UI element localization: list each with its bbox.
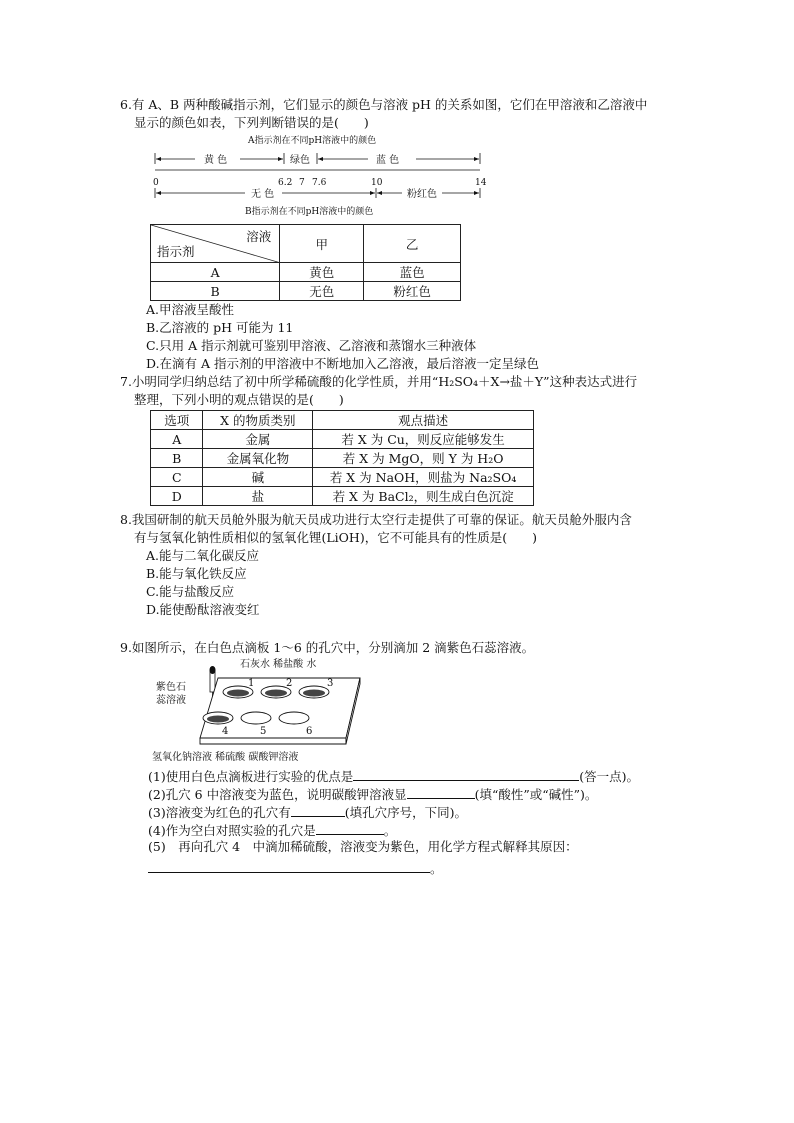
q9-sub1 bbox=[148, 767, 639, 785]
side-label-2: 蕊溶液 bbox=[156, 695, 186, 706]
answer-blank-2[interactable] bbox=[407, 785, 475, 799]
q6-stem-line2: 显示的颜色如表，下列判断错误的是( ) bbox=[134, 115, 369, 130]
q9-sub3 bbox=[148, 803, 467, 821]
q9-sub1-suffix: (答一点)。 bbox=[579, 769, 639, 784]
cell: A bbox=[151, 430, 203, 449]
cell: 若 X 为 Cu，则反应能够发生 bbox=[313, 430, 534, 449]
hole-4-label: 4 bbox=[222, 726, 229, 737]
col-yi-header: 乙 bbox=[364, 225, 461, 263]
q7-stem-line2: 整理，下列小明的观点错误的是( ) bbox=[134, 392, 344, 407]
cell: 金属氧化物 bbox=[203, 449, 313, 468]
table-row bbox=[151, 282, 461, 301]
q8-stem-line2: 有与氢氧化钠性质相似的氢氧化锂(LiOH)，它不可能具有的性质是( ) bbox=[134, 530, 537, 545]
cell: 金属 bbox=[203, 430, 313, 449]
hole-6-label: 6 bbox=[306, 726, 313, 737]
q6-option-d: D.在滴有 A 指示剂的甲溶液中不断地加入乙溶液，最后溶液一定呈绿色 bbox=[146, 356, 540, 371]
q9-sub1-text: (1)使用白色点滴板进行实验的优点是 bbox=[148, 769, 354, 784]
q8-stem-line1: 8.我国研制的航天员舱外服为航天员成功进行太空行走提供了可靠的保证。航天员舱外服内含 bbox=[120, 512, 632, 527]
q9-sub4-suffix: 。 bbox=[383, 823, 397, 838]
q6-option-c: C.只用 A 指示剂就可鉴别甲溶液、乙溶液和蒸馏水三种液体 bbox=[146, 338, 477, 353]
answer-blank-1[interactable] bbox=[353, 767, 579, 781]
cell: 若 X 为 MgO，则 Y 为 H₂O bbox=[313, 449, 534, 468]
bottom-labels: 氢氧化钠溶液 稀硫酸 碳酸钾溶液 bbox=[152, 752, 299, 763]
top-labels: 石灰水 稀盐酸 水 bbox=[240, 659, 317, 670]
cell: 无色 bbox=[280, 282, 364, 301]
answer-blank-5[interactable] bbox=[148, 859, 430, 873]
row-name: B bbox=[151, 282, 280, 301]
hole-1-label: 1 bbox=[248, 678, 255, 689]
cell: D bbox=[151, 487, 203, 506]
a-green-label: 绿色 bbox=[290, 155, 310, 166]
q9-spot-plate-figure bbox=[148, 656, 388, 766]
q9-stem: 9.如图所示，在白色点滴板 1～6 的孔穴中，分别滴加 2 滴紫色石蕊溶液。 bbox=[120, 640, 535, 655]
q9-sub2 bbox=[148, 785, 597, 803]
table-row bbox=[151, 263, 461, 282]
cell: 粉红色 bbox=[364, 282, 461, 301]
b-colorless-label: 无 色 bbox=[251, 189, 275, 200]
q7-stem-line1: 7.小明同学归纳总结了初中所学稀硫酸的化学性质，并用“H₂SO₄＋X→盐＋Y”这种表达式进行 bbox=[120, 374, 638, 389]
col-jia-header: 甲 bbox=[280, 225, 364, 263]
cell: 蓝色 bbox=[364, 263, 461, 282]
figure-title-a: A指示剂在不同pH溶液中的颜色 bbox=[248, 136, 377, 146]
tick-7: 7 bbox=[299, 178, 305, 188]
table-row bbox=[151, 487, 534, 506]
tick-7-6: 7.6 bbox=[312, 178, 327, 188]
q6-option-b: B.乙溶液的 pH 可能为 11 bbox=[146, 320, 294, 335]
q8-option-c: C.能与盐酸反应 bbox=[146, 584, 235, 599]
cell: 若 X 为 NaOH，则盐为 Na₂SO₄ bbox=[313, 468, 534, 487]
answer-blank-4[interactable] bbox=[316, 821, 384, 835]
answer-blank-3[interactable] bbox=[291, 803, 345, 817]
tick-14: 14 bbox=[475, 178, 487, 188]
q9-sub5: (5) 再向孔穴 4 中滴加稀硫酸，溶液变为紫色，用化学方程式解释其原因： bbox=[148, 839, 578, 854]
q9-sub2-text: (2)孔穴 6 中溶液变为蓝色，说明碳酸钾溶液显 bbox=[148, 787, 407, 802]
figure-title-b: B指示剂在不同pH溶液中的颜色 bbox=[245, 207, 374, 217]
q6-ph-figure bbox=[150, 132, 490, 220]
q6-color-table bbox=[150, 224, 461, 301]
q7-table bbox=[150, 410, 534, 506]
row-name: A bbox=[151, 263, 280, 282]
q9-sub5-end: 。 bbox=[430, 861, 443, 876]
q9-sub2-suffix: (填“酸性”或“碱性”)。 bbox=[474, 787, 598, 802]
side-label-1: 紫色石 bbox=[156, 682, 186, 693]
q9-sub5-answer bbox=[148, 859, 443, 877]
q9-sub4-text: (4)作为空白对照实验的孔穴是 bbox=[148, 823, 316, 838]
corner-bottom-label: 指示剂 bbox=[157, 244, 195, 259]
q9-sub3-text: (3)溶液变为红色的孔穴有 bbox=[148, 805, 291, 820]
q8-option-b: B.能与氧化铁反应 bbox=[146, 566, 247, 581]
cell: 若 X 为 BaCl₂，则生成白色沉淀 bbox=[313, 487, 534, 506]
cell: 碱 bbox=[203, 468, 313, 487]
a-blue-label: 蓝 色 bbox=[376, 155, 400, 166]
table-corner-cell bbox=[151, 225, 280, 263]
table-row bbox=[151, 430, 534, 449]
cell: C bbox=[151, 468, 203, 487]
q9-sub3-suffix: (填孔穴序号，下同)。 bbox=[344, 805, 467, 820]
header-option: 选项 bbox=[151, 411, 203, 430]
q9-sub4 bbox=[148, 821, 396, 839]
hole-3-label: 3 bbox=[327, 678, 334, 689]
q6-stem-line1: 6.有 A、B 两种酸碱指示剂，它们显示的颜色与溶液 pH 的关系如图，它们在甲溶液和乙溶液中 bbox=[120, 97, 648, 112]
tick-0: 0 bbox=[153, 178, 159, 188]
header-category: X 的物质类别 bbox=[203, 411, 313, 430]
q8-option-a: A.能与二氧化碳反应 bbox=[146, 548, 260, 563]
hole-5-label: 5 bbox=[260, 726, 267, 737]
tick-10: 10 bbox=[371, 178, 383, 188]
header-description: 观点描述 bbox=[313, 411, 534, 430]
q8-option-d: D.能使酚酞溶液变红 bbox=[146, 602, 260, 617]
cell: 黄色 bbox=[280, 263, 364, 282]
corner-top-label: 溶液 bbox=[246, 229, 272, 244]
table-row bbox=[151, 449, 534, 468]
cell: B bbox=[151, 449, 203, 468]
cell: 盐 bbox=[203, 487, 313, 506]
tick-6-2: 6.2 bbox=[278, 178, 293, 188]
table-row bbox=[151, 468, 534, 487]
hole-2-label: 2 bbox=[286, 678, 293, 689]
b-pink-label: 粉红色 bbox=[407, 189, 437, 200]
q6-option-a: A.甲溶液呈酸性 bbox=[146, 302, 235, 317]
a-yellow-label: 黄 色 bbox=[204, 155, 228, 166]
